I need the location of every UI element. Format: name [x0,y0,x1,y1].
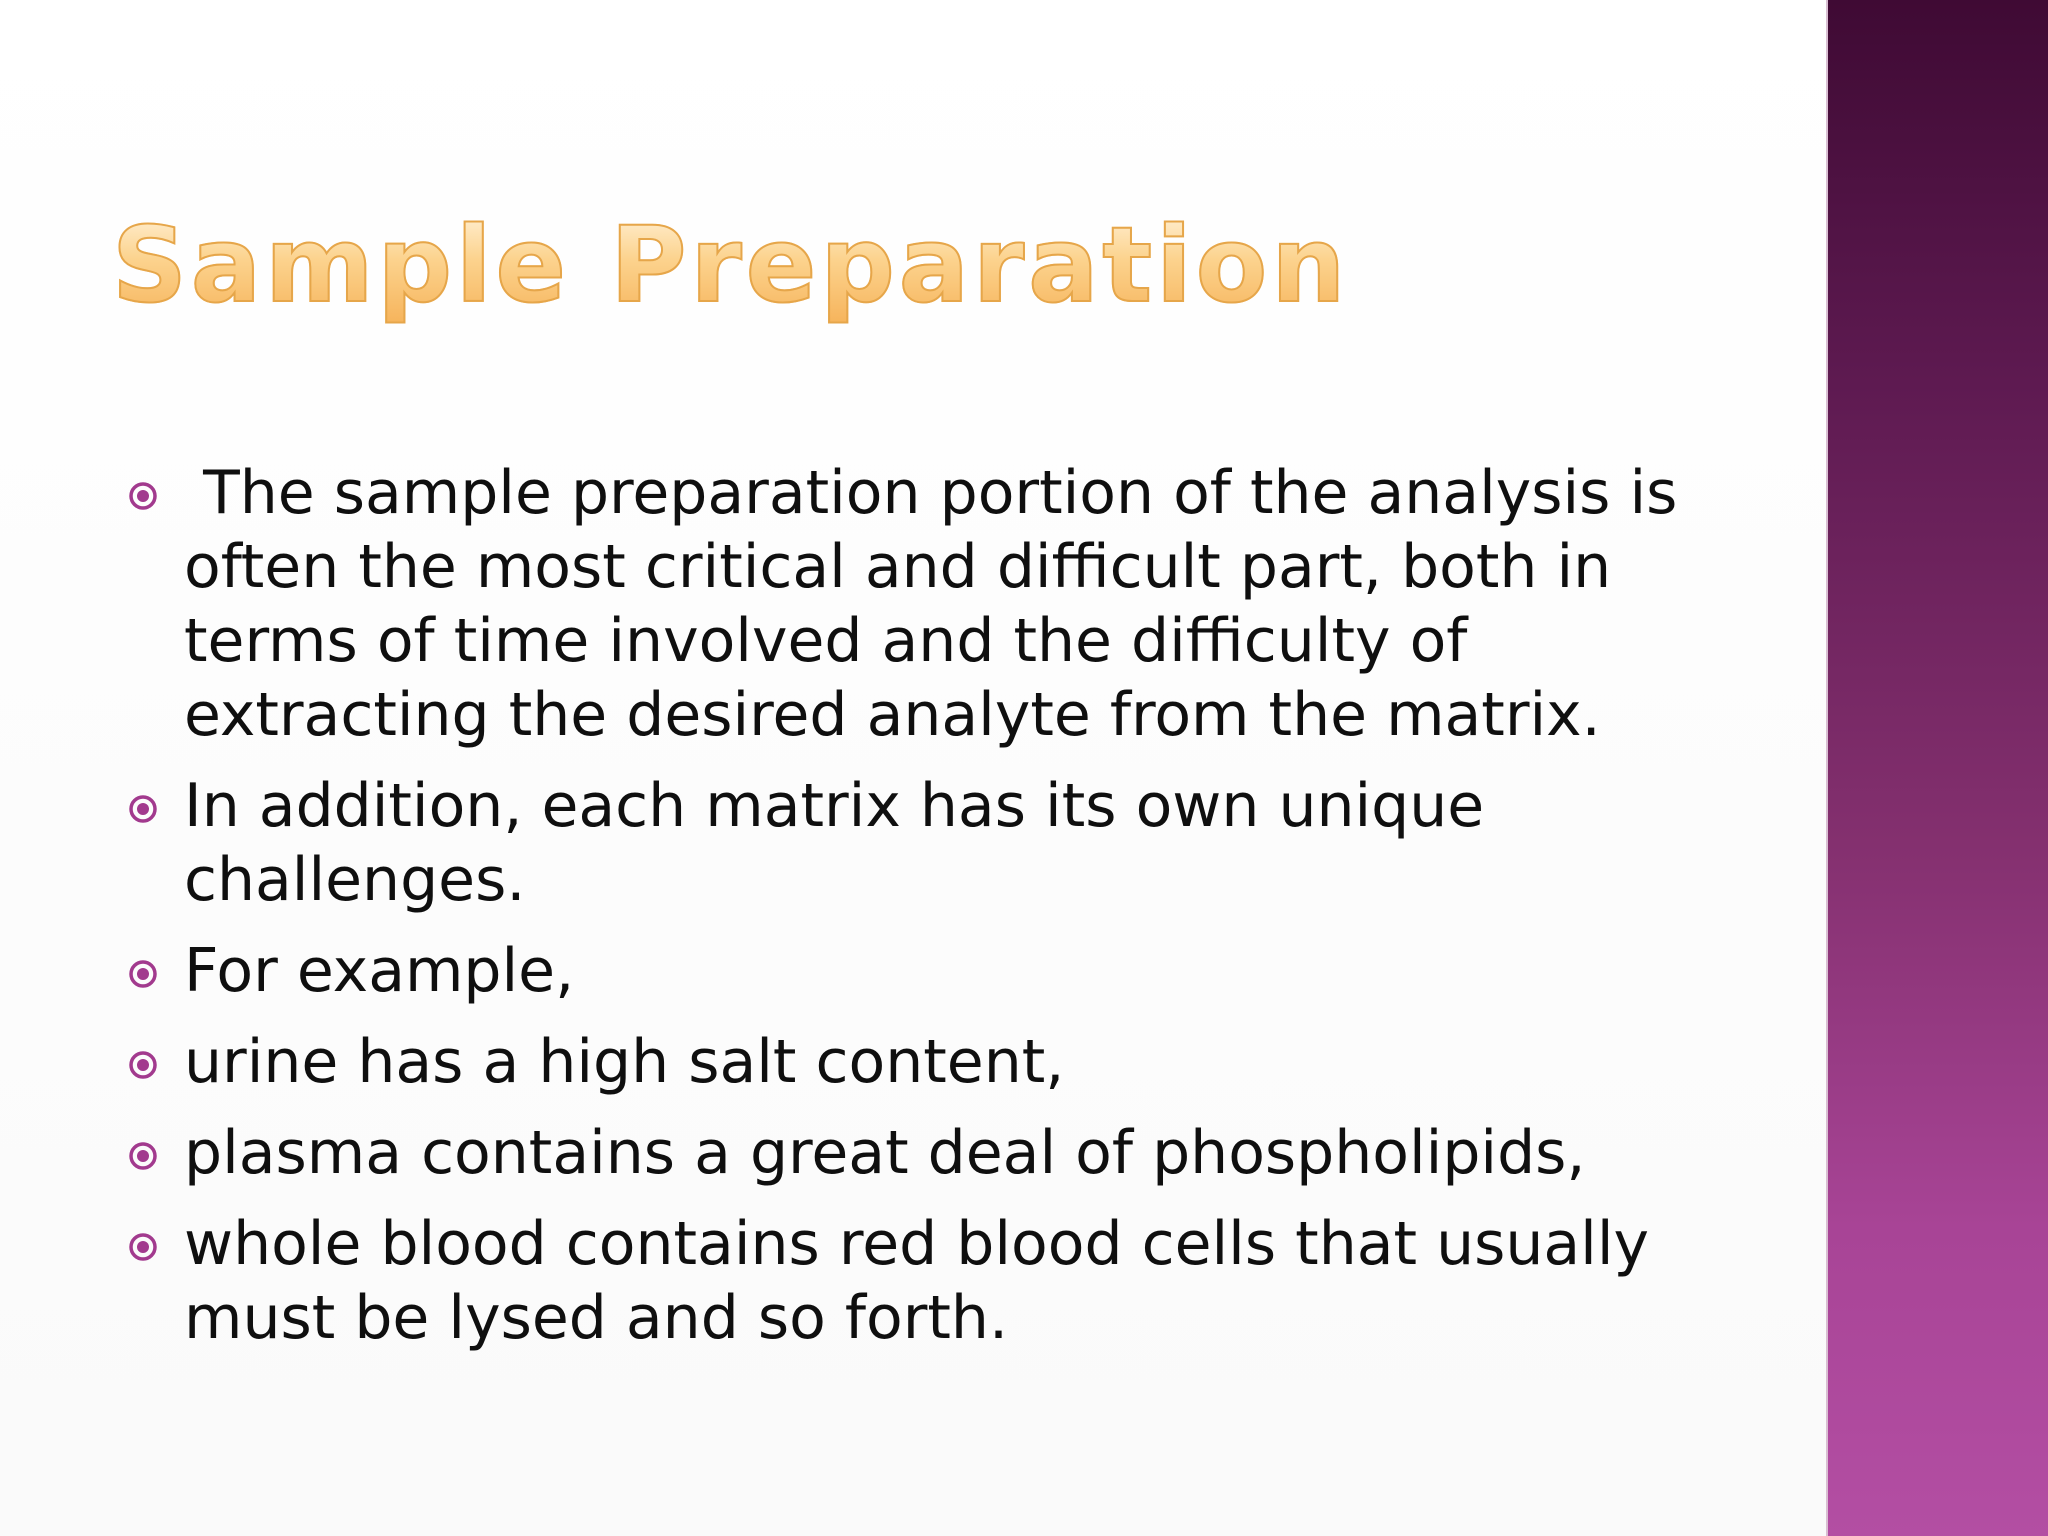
bullet-text: The sample preparation portion of the analysis is often the most critical and difficult part, both in terms of time involved and the difficulty of extracting the desired analyte from the matrix. [184,458,1697,750]
decorative-side-band [1826,0,2048,1536]
bullet-item [126,456,1706,752]
bullet-text: whole blood contains red blood cells that usually must be lysed and so forth. [184,1209,1650,1353]
circled-dot-bullet-icon [128,794,158,824]
circled-dot-bullet-icon [128,481,158,511]
bullet-item [126,769,1706,917]
bullet-item [126,1207,1706,1355]
bullet-text: In addition, each matrix has its own unique challenges. [184,771,1485,915]
circled-dot-bullet-icon [128,1141,158,1171]
slide-title: Sample Preparation [112,204,1350,326]
bullet-item [126,1116,1706,1190]
bullet-text: urine has a high salt content, [184,1027,1065,1097]
circled-dot-bullet-icon [128,959,158,989]
bullet-text: plasma contains a great deal of phospholipids, [184,1118,1586,1188]
bullet-text: For example, [184,936,575,1006]
circled-dot-bullet-icon [128,1232,158,1262]
circled-dot-bullet-icon [128,1050,158,1080]
bullet-list [126,456,1706,1372]
bullet-item [126,1025,1706,1099]
bullet-item [126,934,1706,1008]
